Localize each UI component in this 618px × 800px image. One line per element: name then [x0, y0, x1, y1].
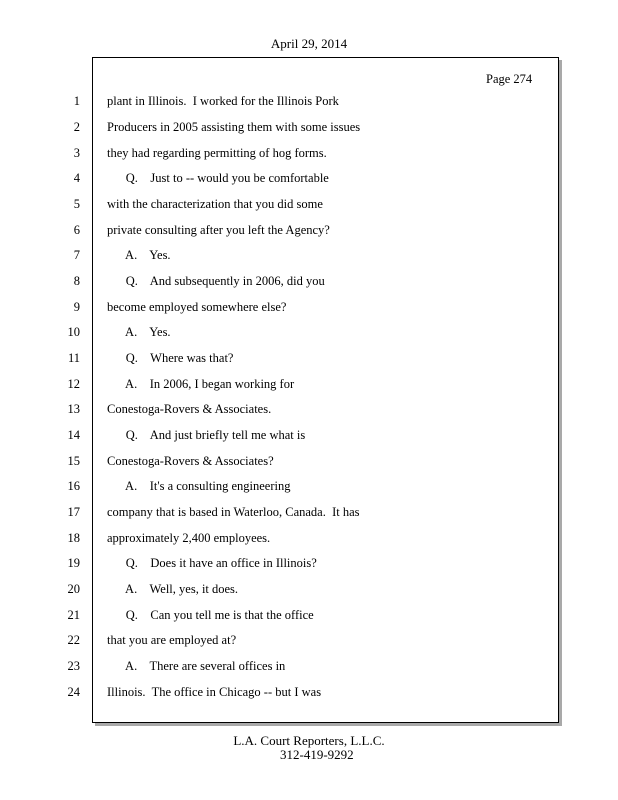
- line-text: that you are employed at?: [107, 633, 237, 647]
- line-number: 14: [67, 428, 80, 442]
- line-text: Illinois. The office in Chicago -- but I was: [107, 685, 322, 699]
- line-number: 5: [73, 197, 80, 211]
- line-text: Q. Just to -- would you be comfortable: [107, 171, 329, 185]
- line-text: Producers in 2005 assisting them with some issues: [107, 120, 361, 134]
- line-number: 11: [67, 351, 80, 365]
- line-text: A. It's a consulting engineering: [107, 479, 291, 493]
- line-number: 18: [67, 531, 80, 545]
- line-number: 1: [73, 94, 80, 108]
- line-number: 8: [73, 274, 80, 288]
- line-number: 15: [67, 454, 80, 468]
- line-number: 16: [67, 479, 80, 493]
- line-number: 24: [67, 685, 80, 699]
- line-number: 13: [67, 402, 80, 416]
- line-number: 3: [73, 146, 80, 160]
- page-number: Page 274: [486, 72, 533, 86]
- line-text: Q. Can you tell me is that the office: [107, 608, 314, 622]
- line-text: company that is based in Waterloo, Canada. It has: [107, 505, 360, 519]
- line-number: 10: [67, 325, 80, 339]
- line-number: 6: [73, 223, 80, 237]
- line-number: 9: [73, 300, 80, 314]
- line-text: Q. Where was that?: [107, 351, 234, 365]
- line-number: 7: [73, 248, 80, 262]
- line-number: 22: [67, 633, 80, 647]
- line-text: they had regarding permitting of hog forms.: [107, 146, 327, 160]
- line-text: with the characterization that you did some: [107, 197, 323, 211]
- line-number: 12: [67, 377, 80, 391]
- line-number: 2: [73, 120, 80, 134]
- line-text: A. In 2006, I began working for: [107, 377, 295, 391]
- line-number: 4: [73, 171, 80, 185]
- line-text: plant in Illinois. I worked for the Illinois Pork: [107, 94, 339, 108]
- line-text: A. Well, yes, it does.: [107, 582, 239, 596]
- line-number: 19: [67, 556, 80, 570]
- line-number: 20: [67, 582, 80, 596]
- line-text: A. Yes.: [107, 248, 171, 262]
- line-number: 23: [67, 659, 80, 673]
- line-number: 17: [67, 505, 80, 519]
- date-header: April 29, 2014: [270, 36, 348, 51]
- line-text: private consulting after you left the Agency?: [107, 223, 330, 237]
- line-text: Q. Does it have an office in Illinois?: [107, 556, 317, 570]
- line-text: Q. And subsequently in 2006, did you: [107, 274, 325, 288]
- line-text: A. There are several offices in: [107, 659, 286, 673]
- footer-phone: 312-419-9292: [280, 747, 354, 762]
- line-text: Q. And just briefly tell me what is: [107, 428, 306, 442]
- footer-company: L.A. Court Reporters, L.L.C.: [233, 733, 385, 748]
- line-text: Conestoga-Rovers & Associates.: [107, 402, 272, 416]
- line-text: Conestoga-Rovers & Associates?: [107, 454, 274, 468]
- line-number: 21: [67, 608, 80, 622]
- line-text: A. Yes.: [107, 325, 171, 339]
- line-text: approximately 2,400 employees.: [107, 531, 271, 545]
- line-text: become employed somewhere else?: [107, 300, 287, 314]
